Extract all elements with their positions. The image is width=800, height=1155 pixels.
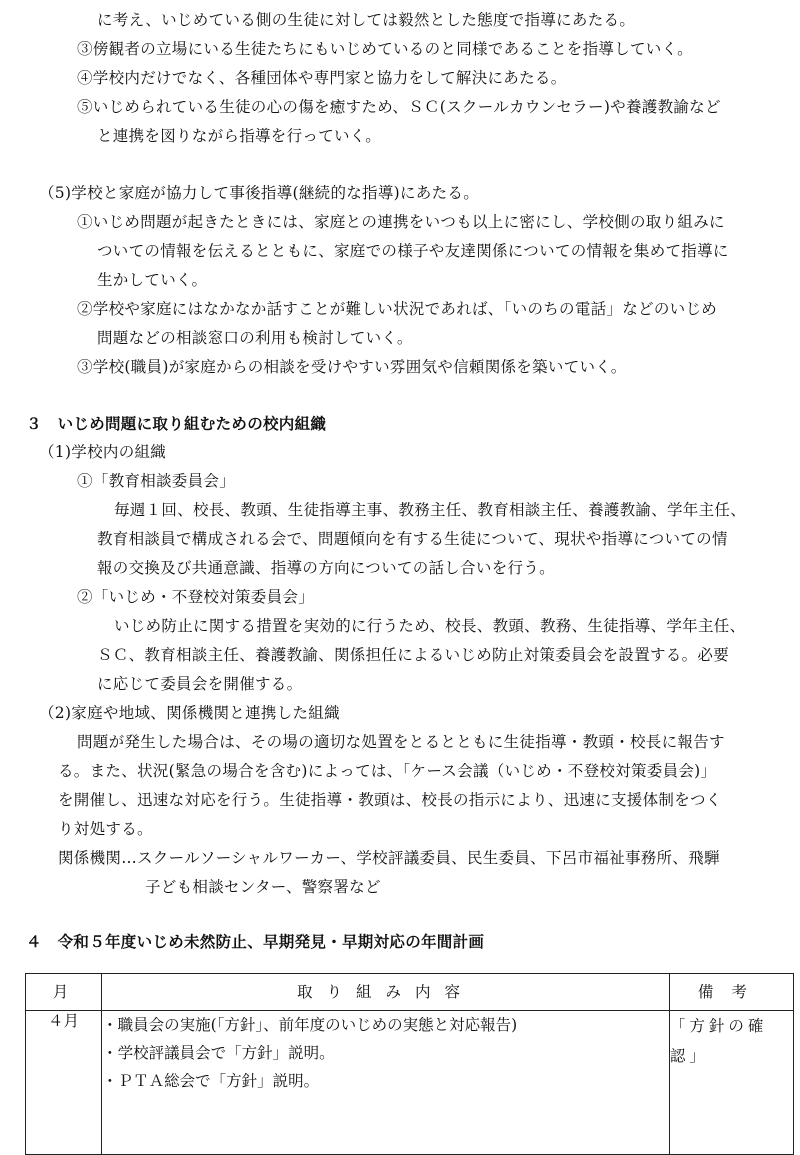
content-cell bbox=[102, 1011, 670, 1155]
header-notes: 備考 bbox=[669, 974, 793, 1011]
text-line: 問題などの相談窓口の利用も検討していく。 bbox=[97, 329, 413, 347]
agencies-line: 関係機関…スクールソーシャルワーカー、学校評議委員、民生委員、下呂市福祉事務所、飛騨 bbox=[58, 849, 720, 867]
committee-name: ①「教育相談委員会」 bbox=[77, 472, 236, 490]
text-line: 教育相談員で構成される会で、問題傾向を有する生徒について、現状や指導についての情 bbox=[97, 530, 728, 548]
agencies-line: 子ども相談センター、警察署など bbox=[145, 878, 381, 896]
section-heading: ４ 令和５年度いじめ未然防止、早期発見・早期対応の年間計画 bbox=[26, 933, 485, 951]
plan-item: ・職員会の実施(「方針」、前年度のいじめの実態と対応報告) bbox=[102, 1016, 518, 1034]
table-row bbox=[26, 1011, 794, 1155]
annual-plan-table bbox=[25, 973, 794, 1155]
text-line: ③学校(職員)が家庭からの相談を受けやすい雰囲気や信頼関係を築いていく。 bbox=[77, 358, 627, 376]
notes-cell bbox=[669, 1011, 793, 1155]
text-line: を開催し、迅速な対応を行う。生徒指導・教頭は、校長の指示により、迅速に支援体制をつく bbox=[58, 791, 722, 809]
text-line: に考え、いじめている側の生徒に対しては毅然とした態度で指導にあたる。 bbox=[97, 11, 636, 29]
text-line: ③傍観者の立場にいる生徒たちにもいじめているのと同様であることを指導していく。 bbox=[77, 40, 693, 58]
text-line: に応じて委員会を開催する。 bbox=[97, 675, 303, 693]
subsection-title: （2)家庭や地域、関係機関と連携した組織 bbox=[39, 704, 340, 722]
text-line: いじめ防止に関する措置を実効的に行うため、校長、教頭、教務、生徒指導、学年主任、 bbox=[114, 617, 746, 635]
text-line: 報の交換及び共通意識、指導の方向についての話し合いを行う。 bbox=[97, 559, 555, 577]
subsection-title: （1)学校内の組織 bbox=[39, 443, 167, 461]
text-line: と連携を図りながら指導を行っていく。 bbox=[97, 127, 382, 145]
header-month: 月 bbox=[26, 974, 102, 1011]
section-title: （5)学校と家庭が協力して事後指導(継続的な指導)にあたる。 bbox=[39, 184, 480, 202]
table-header-row bbox=[26, 974, 794, 1011]
text-line: 問題が発生した場合は、その場の適切な処置をとるとともに生徒指導・教頭・校長に報告す bbox=[77, 733, 725, 751]
text-line: ①いじめ問題が起きたときには、家庭との連携をいつも以上に密にし、学校側の取り組みに bbox=[77, 213, 725, 231]
text-line: ⑤いじめられている生徒の心の傷を癒すため、ＳＣ(スクールカウンセラー)や養護教諭など bbox=[77, 98, 721, 116]
text-line: る。また、状況(緊急の場合を含む)によっては、「ケース会議（いじめ・不登校対策委員会)」 bbox=[58, 762, 717, 780]
text-line: 生かしていく。 bbox=[97, 271, 208, 289]
text-line: ②学校や家庭にはなかなか話すことが難しい状況であれば、「いのちの電話」などのいじめ bbox=[77, 300, 718, 318]
note-line: 認」 bbox=[669, 1047, 709, 1065]
text-line: り対処する。 bbox=[58, 820, 153, 838]
plan-item: ・学校評議員会で「方針」説明。 bbox=[102, 1044, 335, 1062]
section-heading: ３ いじめ問題に取り組むための校内組織 bbox=[26, 415, 327, 433]
header-content: 取り組み内容 bbox=[102, 974, 670, 1011]
committee-name: ②「いじめ・不登校対策委員会」 bbox=[77, 588, 315, 606]
plan-item: ・ＰＴＡ総会で「方針」説明。 bbox=[102, 1072, 320, 1090]
month-cell: ４月 bbox=[26, 1011, 102, 1155]
note-line: 「方針の確 bbox=[669, 1017, 768, 1035]
text-line: ④学校内だけでなく、各種団体や専門家と協力をして解決にあたる。 bbox=[77, 69, 567, 87]
text-line: ＳＣ、教育相談主任、養護教諭、関係担任によるいじめ防止対策委員会を設置する。必要 bbox=[97, 646, 730, 664]
text-line: ついての情報を伝えるとともに、家庭での様子や友達関係についての情報を集めて指導に bbox=[97, 242, 729, 260]
text-line: 毎週１回、校長、教頭、生徒指導主事、教務主任、教育相談主任、養護教諭、学年主任、 bbox=[114, 501, 747, 519]
